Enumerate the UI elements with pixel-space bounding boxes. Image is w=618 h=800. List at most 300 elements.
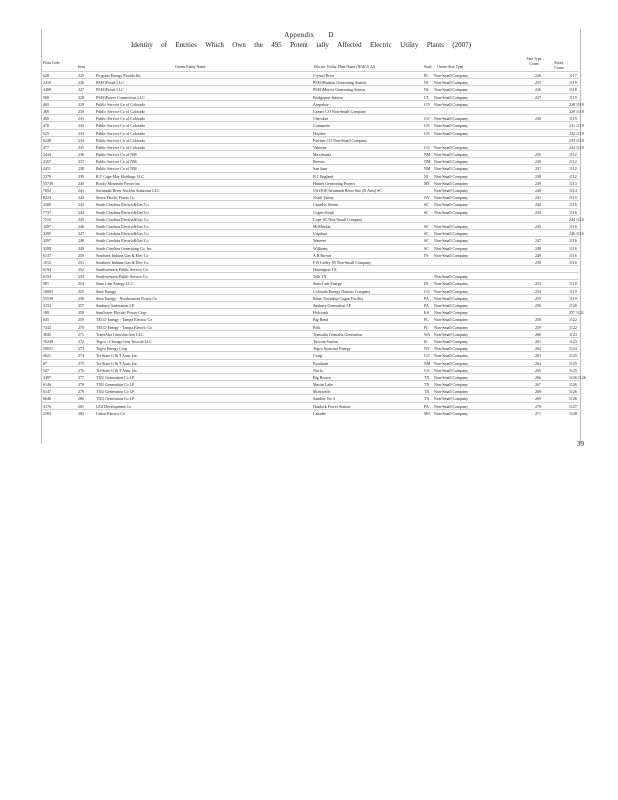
entity-count-cell: 1124 <box>569 346 577 352</box>
title-word: Identity <box>131 41 153 49</box>
entity-count-cell: 1123 <box>569 338 577 344</box>
entity-count-cell: 1128 <box>569 410 577 416</box>
state-cell: NM <box>424 152 431 158</box>
table-row <box>41 315 579 322</box>
state-cell: MO <box>424 410 431 416</box>
table-row <box>41 71 579 78</box>
state-cell: TX <box>424 382 430 388</box>
entity-count-cell: 1112 <box>569 152 577 158</box>
entity-count-cell: 1119 <box>569 116 577 122</box>
owner-size-type-cell: Non-Small Company <box>434 116 469 122</box>
state-cell: CO <box>424 288 430 294</box>
size-type-count-cell: 226 <box>535 87 541 93</box>
owner-entity-cell: South Carolina Electric&Gas Co <box>96 216 149 222</box>
owner-size-type-cell: Non-Small Company <box>434 80 469 86</box>
plant-name-cell: Polk <box>313 324 321 330</box>
plant-code-cell: 50651 <box>43 346 53 352</box>
col-header-plant-code: Plant Code <box>43 61 60 65</box>
item-cell: 274 <box>78 353 84 359</box>
size-type-count-cell: 226 <box>535 73 541 78</box>
item-cell: 227 <box>78 87 84 93</box>
owner-size-type-cell: Non-Small Company <box>434 180 469 186</box>
owner-entity-cell: Public Service Co of NM <box>96 166 137 172</box>
owner-size-type-cell: Non-Small Company <box>434 274 469 280</box>
entity-count-cell: 1117 <box>569 73 577 78</box>
owner-entity-cell: TECO Energy - Tampa Electric Co <box>96 317 153 323</box>
entity-count-cell: 231 1119 <box>569 123 584 129</box>
item-cell: 275 <box>78 360 84 366</box>
size-type-count-cell: 245 <box>535 223 541 229</box>
entity-count-cell: 1125 <box>569 367 577 373</box>
item-cell: 240 <box>78 180 84 186</box>
plant-name-cell: Tolk TX <box>313 274 327 280</box>
plant-name-cell: Sandow No 4 <box>313 396 335 402</box>
table-row <box>41 337 579 344</box>
owner-entity-cell: R C Cape May Holdings LLC <box>96 173 145 179</box>
owner-size-type-cell: Non-Small Company <box>434 331 469 337</box>
item-cell: 281 <box>78 403 84 409</box>
title-word: Utility <box>400 41 419 49</box>
plant-code-cell: 2444 <box>43 152 51 158</box>
state-cell: IL <box>424 338 428 344</box>
table-row <box>41 258 579 265</box>
size-type-count-cell: 254 <box>535 288 541 294</box>
plant-code-cell: 6194 <box>43 274 51 280</box>
table-row <box>41 85 579 92</box>
owner-size-type-cell: Non-Small Company <box>434 353 469 359</box>
entity-count-cell: 1120 <box>569 303 577 308</box>
item-cell: 237 <box>78 159 84 165</box>
entity-count-cell: 228 1119 <box>569 101 584 107</box>
owner-size-type-cell: Non-Small Company <box>434 152 469 158</box>
plant-name-cell: Canadys Steam <box>313 202 338 208</box>
title-word: (2007) <box>452 41 471 49</box>
plant-name-cell: Cameo CO Non-Small Company <box>313 108 366 114</box>
plant-name-cell: Cherokee <box>313 116 329 122</box>
size-type-count-cell: 262 <box>535 346 541 352</box>
state-cell: IN <box>424 281 429 287</box>
table-row <box>41 186 579 193</box>
size-type-count-cell: 271 <box>535 410 541 416</box>
state-cell: SC <box>424 223 429 229</box>
owner-entity-cell: South Carolina Electric&Gas Co <box>96 238 149 244</box>
item-cell: 282 <box>78 410 84 416</box>
size-type-count-cell: 260 <box>535 331 541 337</box>
owner-size-type-cell: Non-Small Company <box>434 295 469 301</box>
size-type-count-cell: 241 <box>535 195 541 201</box>
owner-size-type-cell: Non-Small Company <box>434 87 469 93</box>
entity-count-cell: 1119 <box>569 295 577 301</box>
entity-count-cell: 1113 <box>569 180 577 186</box>
entity-count-cell: 1116 <box>569 223 577 229</box>
entity-count-cell: 234 1119 <box>569 144 584 150</box>
entity-count-cell: 233 1119 <box>569 137 584 143</box>
entity-count-cell: 1112 <box>569 166 577 172</box>
plant-name-cell: PSEGHudson Generating Station <box>313 80 367 86</box>
item-cell: 253 <box>78 274 84 280</box>
owner-size-type-cell: Non-Small Company <box>434 324 469 330</box>
plant-name-cell: San Juan <box>313 166 328 172</box>
table-row <box>41 373 586 380</box>
item-cell: 233 <box>78 130 84 136</box>
table-row <box>41 215 584 222</box>
owner-entity-cell: TXU Generation Co LP <box>96 374 135 380</box>
size-type-count-cell: 248 <box>535 245 541 251</box>
state-cell: SC <box>424 231 429 237</box>
state-cell: SC <box>424 202 429 208</box>
item-cell: 241 <box>78 188 84 193</box>
plant-name-cell: US DOE Savannah River Site (D Area) SC <box>313 188 382 193</box>
state-cell: CO <box>424 353 430 359</box>
plant-code-cell: 645 <box>43 317 49 323</box>
table-row <box>41 164 579 171</box>
owner-entity-cell: Public Service Co of NM <box>96 159 137 165</box>
state-cell: FL <box>424 324 429 330</box>
plant-name-cell: Pawnee CO Non-Small Company <box>313 137 368 143</box>
entity-count-cell: 232 1119 <box>569 130 584 136</box>
table-row <box>41 236 579 243</box>
col-header-item: Item <box>78 65 85 69</box>
entity-count-cell: 1127 <box>569 403 577 409</box>
state-cell: WA <box>424 331 431 337</box>
entity-count-cell: 1122 <box>569 324 577 330</box>
size-type-count-cell: 264 <box>535 360 541 366</box>
plant-code-cell: 3298 <box>43 245 51 251</box>
size-type-count-cell: 242 <box>535 202 541 208</box>
plant-code-cell: 470 <box>43 123 49 129</box>
plant-code-cell: 55249 <box>43 338 53 344</box>
plant-name-cell: Wateree <box>313 238 326 244</box>
owner-size-type-cell: Non-Small Company <box>434 346 469 352</box>
entity-count-cell: 1125 <box>569 353 577 359</box>
owner-entity-cell: Savannah River Nuclear Solutions LLC <box>96 188 160 193</box>
appendix-label: Appendix <box>284 31 315 39</box>
owner-size-type-cell: Non-Small Company <box>434 144 469 150</box>
plant-code-cell: 3845 <box>43 331 51 337</box>
entity-count-cell: 257 1121 <box>569 310 584 316</box>
size-type-count-cell: 255 <box>535 295 541 301</box>
plant-code-cell: 6248 <box>43 137 51 143</box>
table-row <box>41 78 579 85</box>
plant-code-cell: 3152 <box>43 303 51 308</box>
plant-code-cell: 3295 <box>43 231 51 237</box>
plant-code-cell: 1012 <box>43 259 51 265</box>
item-cell: 230 <box>78 108 84 114</box>
title-word: Potent <box>290 41 308 49</box>
state-cell: TX <box>424 389 430 395</box>
entity-count-cell: 1122 <box>569 317 577 323</box>
table-body <box>41 71 586 416</box>
title-word: Electric <box>369 41 392 49</box>
state-cell: CO <box>424 123 430 129</box>
plant-code-cell: 465 <box>43 101 49 107</box>
owner-entity-cell: Sunflower Electric Power Corp <box>96 310 147 316</box>
plant-name-cell: Cope SC Non-Small Company <box>313 216 363 222</box>
plant-name-cell: Monticello <box>313 389 331 395</box>
plant-code-cell: 2378 <box>43 173 51 179</box>
entity-count-cell: 1126 1126 <box>569 374 586 380</box>
item-cell: 279 <box>78 389 84 395</box>
plant-name-cell: Reeves <box>313 159 325 165</box>
table-row <box>41 114 579 121</box>
owner-size-type-cell: Non-Small Company <box>434 195 469 201</box>
item-cell: 273 <box>78 346 84 352</box>
state-cell: NJ <box>424 173 429 179</box>
appendix-heading <box>0 31 618 39</box>
owner-entity-cell: State Line Energy LLC <box>96 281 134 287</box>
owner-size-type-cell: Non-Small Company <box>434 382 469 388</box>
plant-name-cell: McMeekin <box>313 223 331 229</box>
owner-entity-cell: Progress Energy Florida Inc <box>96 73 141 78</box>
item-cell: 242 <box>78 195 84 201</box>
owner-entity-cell: PSEGPower Connecticut LLC <box>96 94 145 100</box>
owner-entity-cell: Public Service Co of Colorado <box>96 108 146 114</box>
owner-entity-cell: Tri-State G & T Assn, Inc <box>96 367 138 373</box>
item-cell: 234 <box>78 137 84 143</box>
plant-code-cell: 2408 <box>43 87 51 93</box>
state-cell: KS <box>424 310 430 316</box>
title-word: 495 <box>271 41 282 49</box>
size-type-count-cell: 247 <box>535 238 541 244</box>
owner-entity-cell: Tri-State G & T Assn, Inc <box>96 360 138 366</box>
owner-entity-cell: TransAlta Centralia Gen LLC <box>96 331 144 337</box>
table-row <box>41 330 579 337</box>
table-row <box>41 359 579 366</box>
col-header-entity-count: Entity Count <box>554 61 564 70</box>
size-type-count-cell: 238 <box>535 173 541 179</box>
owner-size-type-cell: Non-Small Company <box>434 188 469 193</box>
item-cell: 226 <box>78 80 84 86</box>
title-word: Plants <box>426 41 444 49</box>
owner-entity-cell: Public Service Co of Colorado <box>96 137 146 143</box>
entity-count-cell: 1116 <box>569 245 577 251</box>
title-word: of <box>161 41 168 49</box>
size-type-count-cell: 265 <box>535 367 541 373</box>
table-row <box>41 100 584 107</box>
table-row <box>41 279 579 286</box>
state-cell: PA <box>424 303 429 308</box>
table-row <box>41 308 584 316</box>
table-row <box>41 150 579 157</box>
entity-count-cell: 1116 <box>569 252 577 258</box>
owner-entity-cell: Public Service Co of Colorado <box>96 144 146 150</box>
owner-entity-cell: Southern Indiana Gas & Elec Co <box>96 252 149 258</box>
table-row <box>41 394 579 401</box>
entity-count-cell: 1114 <box>569 188 577 193</box>
plant-name-cell: Comanche <box>313 123 331 129</box>
plant-code-cell: 10003 <box>43 288 53 294</box>
owner-entity-cell: TECO Energy - Tampa Electric Co <box>96 324 153 330</box>
plant-name-cell: Bridgeport Station <box>313 94 343 100</box>
item-cell: 256 <box>78 295 84 301</box>
plant-name-cell: Crystal River <box>313 73 335 78</box>
item-cell: 278 <box>78 382 84 388</box>
state-cell: NM <box>424 159 431 165</box>
page-number: 39 <box>577 440 584 448</box>
owner-entity-cell: TXU Generation Co LP <box>96 382 135 388</box>
state-cell: TX <box>424 396 430 402</box>
plant-code-cell: 6648 <box>43 396 51 402</box>
item-cell: 257 <box>78 303 84 308</box>
title-word: Which <box>205 41 224 49</box>
owner-entity-cell: Southwestern Public Service Co <box>96 274 148 280</box>
owner-size-type-cell: Non-Small Company <box>434 209 469 215</box>
state-cell: CO <box>424 101 430 107</box>
owner-entity-cell: South Carolina Electric&Gas Co <box>96 223 149 229</box>
size-type-count-cell: 230 <box>535 116 541 122</box>
col-header-plant-name: Electric Utility Plant Name (NAICS 22) <box>314 65 376 69</box>
item-cell: 225 <box>78 73 84 78</box>
plant-code-cell: 525 <box>43 130 49 136</box>
owner-size-type-cell: Non-Small Company <box>434 101 469 107</box>
appendix-letter: D <box>328 31 334 39</box>
table-row <box>41 143 584 150</box>
col-header-owner-size-type: Owner Size Type <box>437 65 464 69</box>
plant-code-cell: 7242 <box>43 324 51 330</box>
item-cell: 254 <box>78 281 84 287</box>
plant-code-cell: 6021 <box>43 353 51 359</box>
state-cell: SC <box>424 245 429 251</box>
table-row <box>41 251 579 258</box>
plant-code-cell: 8224 <box>43 195 51 201</box>
size-type-count-cell: 250 <box>535 259 541 265</box>
owner-entity-cell: Rocky Mountain Power Inc <box>96 180 141 186</box>
table-row <box>41 272 579 279</box>
size-type-count-cell: 267 <box>535 382 541 388</box>
state-cell: NJ <box>424 80 429 86</box>
item-cell: 259 <box>78 317 84 323</box>
owner-size-type-cell: Non-Small Company <box>434 73 469 78</box>
state-cell: TX <box>424 374 430 380</box>
owner-entity-cell: Tegco Energy Corp <box>96 346 128 352</box>
table-row <box>41 323 579 330</box>
entity-count-cell: 1125 <box>569 360 577 366</box>
item-cell: 245 <box>78 216 84 222</box>
owner-size-type-cell: Non-Small Company <box>434 238 469 244</box>
owner-size-type-cell: Non-Small Company <box>434 396 469 402</box>
size-type-count-cell: 249 <box>535 252 541 258</box>
size-type-count-cell: 258 <box>535 317 541 323</box>
owner-size-type-cell: Non-Small Company <box>434 202 469 208</box>
plant-name-cell: Sunbury Generation LP <box>313 303 351 308</box>
item-cell: 235 <box>78 144 84 150</box>
size-type-count-cell: 270 <box>535 403 541 409</box>
item-cell: 250 <box>78 252 84 258</box>
plant-code-cell: 7737 <box>43 209 51 215</box>
state-cell: IN <box>424 252 429 258</box>
owner-entity-cell: Suez Energy - Northeastern Power Co <box>96 295 158 301</box>
entity-count-cell: 246 1116 <box>569 231 584 237</box>
item-cell: 228 <box>78 94 84 100</box>
state-cell: CO <box>424 367 430 373</box>
plant-code-cell: 87 <box>43 360 47 366</box>
plant-name-cell: Nucla <box>313 367 323 373</box>
state-cell: FL <box>424 73 429 78</box>
plant-name-cell: Labadie <box>313 410 326 416</box>
table-row <box>41 244 579 251</box>
owner-size-type-cell: Non-Small Company <box>434 360 469 366</box>
owner-entity-cell: Public Service Co of Colorado <box>96 123 146 129</box>
owner-entity-cell: South Carolina Generating Co, Inc <box>96 245 152 251</box>
title-word: Entities <box>175 41 197 49</box>
table-row <box>41 129 584 136</box>
item-cell: 243 <box>78 202 84 208</box>
entity-count-cell: 1116 <box>569 202 577 208</box>
item-cell: 232 <box>78 123 84 129</box>
owner-entity-cell: UGI Development Co <box>96 403 132 409</box>
state-cell: SC <box>424 209 429 215</box>
title-word: Own <box>232 41 246 49</box>
state-cell: NM <box>424 360 431 366</box>
title-word: the <box>254 41 263 49</box>
plant-code-cell: 6194 <box>43 267 51 273</box>
table-row <box>41 402 579 409</box>
plant-name-cell: Hunter Generating Project <box>313 180 356 186</box>
state-cell: CO <box>424 116 430 122</box>
owner-entity-cell: Sierra Pacific Power Co <box>96 195 135 201</box>
entity-count-cell: 229 1119 <box>569 108 584 114</box>
owner-size-type-cell: Non-Small Company <box>434 303 469 308</box>
table-row <box>41 287 579 294</box>
plant-name-cell: Transalta Centralia Generation <box>313 331 363 337</box>
table-row <box>41 387 579 394</box>
owner-size-type-cell: Non-Small Company <box>434 281 469 287</box>
item-cell: 255 <box>78 288 84 294</box>
state-cell: NJ <box>424 87 429 93</box>
plant-name-cell: State Line Energy <box>313 281 342 287</box>
plant-name-cell: Ma ranuela <box>313 152 332 158</box>
size-type-count-cell: 225 <box>535 80 541 86</box>
size-type-count-cell: 256 <box>535 303 541 308</box>
size-type-count-cell: 240 <box>535 188 541 193</box>
state-cell: NM <box>424 166 431 172</box>
owner-size-type-cell: Non-Small Company <box>434 310 469 316</box>
entity-count-cell: 244 1116 <box>569 216 584 222</box>
owner-entity-cell: Tegco - Chicago Gen Tuscola LLC <box>96 338 153 344</box>
plant-code-cell: 7210 <box>43 216 51 222</box>
size-type-count-cell: 263 <box>535 353 541 359</box>
item-cell: 258 <box>78 310 84 316</box>
table-row <box>41 157 579 164</box>
owner-entity-cell: Sunbury Generation LP <box>96 303 134 308</box>
size-type-count-cell: 239 <box>535 180 541 186</box>
owner-entity-cell: Public Service Co of Colorado <box>96 130 146 136</box>
plant-name-cell: Tuscola Station <box>313 338 338 344</box>
col-header-owner-entity-name: Owner Entity Name <box>175 65 206 69</box>
plant-name-cell: Holcomb <box>313 310 328 316</box>
state-cell: PA <box>424 295 429 301</box>
size-type-count-cell: 261 <box>535 338 541 344</box>
state-cell: SC <box>424 238 429 244</box>
item-cell: 244 <box>78 209 84 215</box>
plant-code-cell: 2451 <box>43 166 51 172</box>
size-type-count-cell: 268 <box>535 389 541 395</box>
owner-size-type-cell: Non-Small Company <box>434 130 469 136</box>
item-cell: 251 <box>78 259 84 265</box>
plant-code-cell: 3497 <box>43 374 51 380</box>
plant-code-cell: 7652 <box>43 188 51 193</box>
item-cell: 248 <box>78 238 84 244</box>
state-cell: CT <box>424 94 430 100</box>
entity-count-cell: 1126 <box>569 396 577 402</box>
plant-code-cell: 527 <box>43 367 49 373</box>
table-row <box>41 301 579 308</box>
size-type-count-cell: 269 <box>535 396 541 402</box>
owner-entity-cell: Southern Indiana Gas & Elec Co <box>96 259 149 265</box>
owner-entity-cell: TXU Generation Co LP <box>96 389 135 395</box>
item-cell: 239 <box>78 173 84 179</box>
plant-code-cell: 108 <box>43 310 49 316</box>
